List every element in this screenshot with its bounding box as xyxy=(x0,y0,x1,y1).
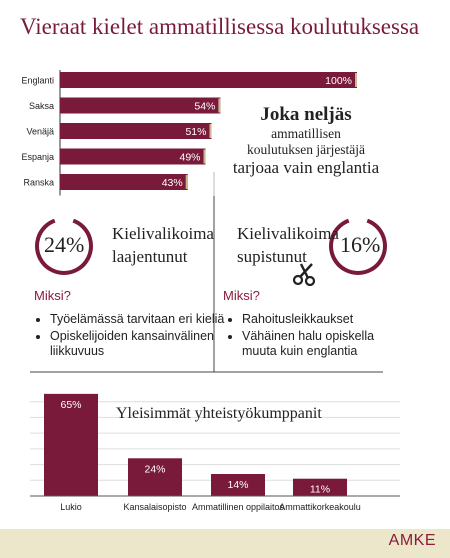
v-category-label: Ammatillinen oppilaitos xyxy=(191,502,285,512)
h-bar xyxy=(60,72,357,88)
right-miksi: Miksi? xyxy=(223,288,260,303)
right-heading-line1: Kielivalikoima xyxy=(237,224,339,243)
h-bar-edge xyxy=(355,73,357,87)
h-category-label: Espanja xyxy=(21,152,54,162)
v-value-label: 24% xyxy=(144,463,166,476)
brand-logo-text: AMKE xyxy=(388,532,436,549)
h-value-label: 49% xyxy=(179,151,201,164)
left-heading-line2: laajentunut xyxy=(112,247,188,266)
list-item: • Vähäinen halu opiskella muuta kuin englantia xyxy=(242,329,407,359)
h-value-label: 54% xyxy=(194,100,216,113)
callout-line2: ammatillisen xyxy=(271,126,341,141)
left-heading xyxy=(112,222,214,268)
v-value-label: 14% xyxy=(227,479,249,491)
h-value-label: 100% xyxy=(325,75,352,87)
right-heading-line2: supistunut xyxy=(237,247,307,266)
v-category-label: Ammattikorkeakoulu xyxy=(279,502,361,512)
v-chart-title: Yleisimmät yhteistyökumppanit xyxy=(116,405,322,422)
callout-bold: Joka neljäs xyxy=(260,104,352,125)
h-category-label: Ranska xyxy=(23,177,54,188)
h-value-label: 51% xyxy=(185,126,207,138)
page-title: Vieraat kielet ammatillisessa koulutuksessa xyxy=(20,14,420,39)
english-only-callout xyxy=(222,104,390,178)
v-value-label: 11% xyxy=(309,483,331,496)
h-bar-edge xyxy=(204,150,206,164)
v-category-label: Lukio xyxy=(60,502,82,512)
callout-line4: tarjoaa vain englantia xyxy=(232,158,380,177)
h-bar-edge xyxy=(186,175,188,189)
right-reasons xyxy=(224,312,407,361)
h-category-label: Englanti xyxy=(21,75,54,86)
left-miksi: Miksi? xyxy=(34,288,71,303)
left-reasons xyxy=(32,312,225,361)
v-value-label: 65% xyxy=(60,398,82,411)
h-category-label: Saksa xyxy=(28,101,54,111)
h-bar-edge xyxy=(209,124,211,138)
left-heading-line1: Kielivalikoima xyxy=(112,224,214,243)
right-heading xyxy=(237,222,339,268)
left-percent: 24% xyxy=(44,232,85,257)
callout-line3: koulutuksen järjestäjä xyxy=(246,142,366,157)
list-item: • Työelämässä tarvitaan eri kieliä xyxy=(50,312,225,327)
list-item: • Opiskelijoiden kansainvälinen liikkuvuus xyxy=(50,329,225,359)
scissors-icon xyxy=(292,262,318,291)
right-percent: 16% xyxy=(340,232,381,257)
h-value-label: 43% xyxy=(161,177,183,189)
h-bar-edge xyxy=(218,99,220,113)
list-item: • Rahoitusleikkaukset xyxy=(242,312,407,327)
h-category-label: Venäjä xyxy=(26,126,54,137)
v-category-label: Kansalaisopisto xyxy=(123,502,187,512)
footer-band xyxy=(0,529,450,558)
